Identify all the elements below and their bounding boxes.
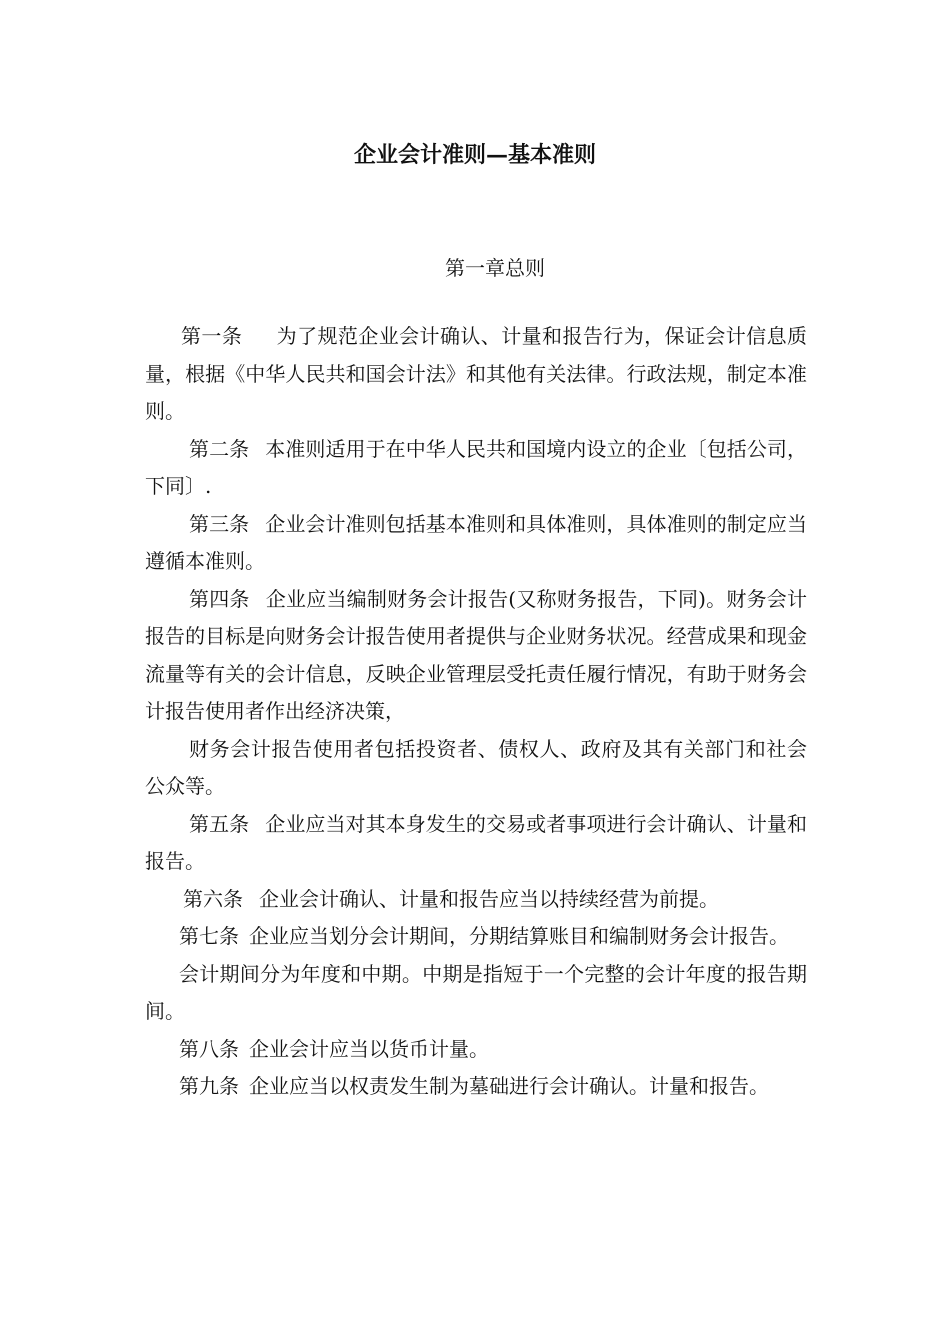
article-text: 企业会计确认、计量和报告应当以持续经营为前提。 bbox=[259, 886, 719, 911]
article-text: 企业应当以权责发生制为墓础进行会计确认。计量和报告。 bbox=[249, 1074, 769, 1098]
article-text: 企业会计应当以货币计量。 bbox=[249, 1036, 489, 1061]
article-7-continued bbox=[145, 956, 807, 1031]
article-1 bbox=[145, 318, 807, 431]
article-2 bbox=[145, 431, 807, 506]
article-label: 第二条 bbox=[189, 436, 250, 461]
article-text: 企业应当对其本身发生的交易或者事项进行会计确认、计量和报告。 bbox=[145, 811, 808, 873]
article-label: 第四条 bbox=[189, 586, 250, 611]
article-text: 企业应当划分会计期间，分期结算账目和编制财务会计报告。 bbox=[249, 924, 789, 948]
article-4 bbox=[145, 581, 807, 731]
article-9 bbox=[145, 1068, 807, 1106]
article-7 bbox=[145, 918, 807, 956]
document-title: 企业会计准则—基本准则 bbox=[353, 142, 596, 168]
article-label: 第一条 bbox=[181, 324, 243, 348]
article-label: 第八条 bbox=[179, 1036, 239, 1061]
article-text: 财务会计报告使用者包括投资者、债权人、政府及其有关部门和社会公众等。 bbox=[145, 736, 807, 798]
article-text: 企业应当编制财务会计报告(又称财务报告，下同)。财务会计报告的目标是向财务会计报告使用者提供与企业财务状况。经营成果和现金流量等有关的会计信息，反映企业管理层受托责任履行情况，有助于财务会计报告使用者作出经济决策， bbox=[145, 586, 808, 723]
article-6 bbox=[145, 881, 807, 919]
article-text: 为了规范企业会计确认、计量和报告行为，保证会计信息质量，根据《中华人民共和国会计法》和其他有关法律。行政法规，制定本准则。 bbox=[145, 324, 808, 423]
article-8 bbox=[145, 1031, 807, 1069]
article-label: 第三条 bbox=[189, 511, 250, 536]
article-3 bbox=[145, 506, 807, 581]
article-label: 第五条 bbox=[189, 811, 250, 836]
chapter-title: 第一章总则 bbox=[445, 256, 545, 280]
article-label: 第九条 bbox=[179, 1074, 239, 1098]
article-label: 第六条 bbox=[183, 886, 243, 911]
article-4-continued bbox=[145, 731, 807, 806]
article-label: 第七条 bbox=[179, 924, 239, 948]
article-text: 企业会计准则包括基本准则和具体准则，具体准则的制定应当遵循本准则。 bbox=[145, 511, 808, 573]
article-text: 本准则适用于在中华人民共和国境内设立的企业〔包括公司，下同〕. bbox=[145, 436, 808, 498]
article-5 bbox=[145, 806, 807, 881]
document-body bbox=[145, 318, 807, 1106]
article-text: 会计期间分为年度和中期。中期是指短于一个完整的会计年度的报告期间。 bbox=[145, 961, 807, 1023]
